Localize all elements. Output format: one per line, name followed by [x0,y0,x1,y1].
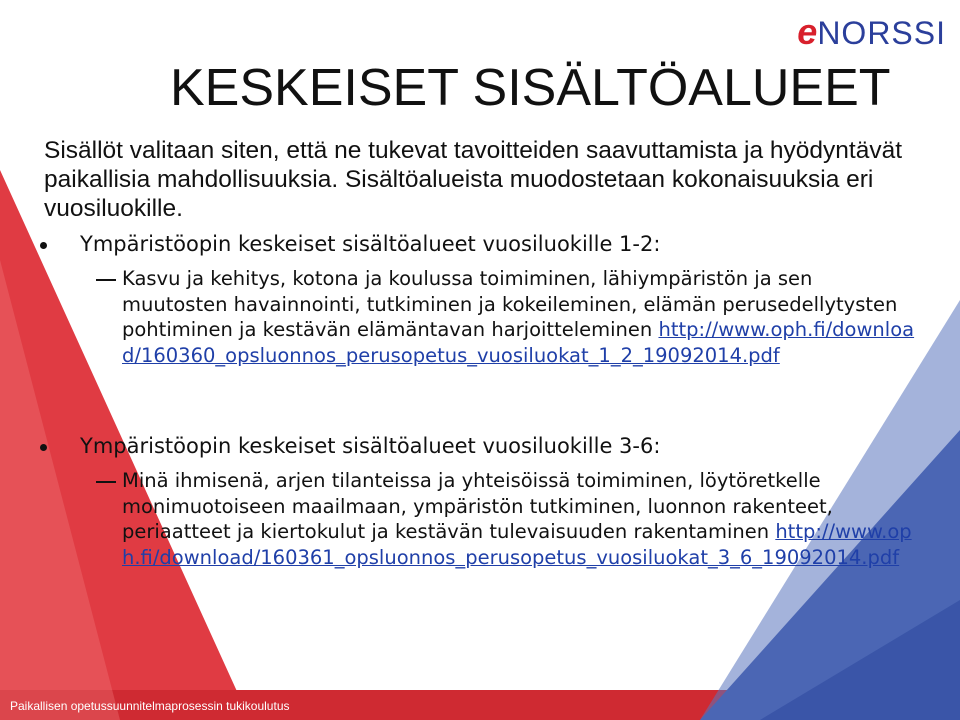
sub-item-2-link[interactable]: http://www.oph.fi/download/160361_opsluonnos_perusopetus_vuosiluokat_3_6_19092014.pdf [122,520,912,569]
bullet-2-heading: Ympäristöopin keskeiset sisältöalueet vuosiluokille 3-6: [80,434,661,458]
footer-text: Paikallisen opetussuunnitelmaprosessin tukikoulutus [10,699,290,713]
sub-item-1-text [122,266,922,368]
bullet-dot [40,444,47,451]
slide-title: KESKEISET SISÄLTÖALUEET [170,59,891,117]
logo-letter: e [797,11,818,52]
bullet-1-heading: Ympäristöopin keskeiset sisältöalueet vuosiluokille 1-2: [80,232,661,256]
sub-item-2-body: Minä ihmisenä, arjen tilanteissa ja yhteisöissä toimiminen, löytöretkelle monimuotoiseen maailmaan, ympäristön tutkiminen, luonnon rakenteet, periaatteet ja kiertokulut ja kestävän tulevaisuuden rakentaminen [122,469,833,543]
dash-marker [96,481,116,483]
sub-item-2-text [122,468,922,570]
bullet-dot [40,242,47,249]
enorssi-logo [797,11,946,52]
logo-text: NORSSI [817,15,946,51]
dash-marker [96,279,116,281]
intro-paragraph: Sisällöt valitaan siten, että ne tukevat tavoitteiden saavuttamista ja hyödyntävät paikallisia mahdollisuuksia. Sisältöalueista muodostetaan kokonaisuuksia eri vuosiluokille. [44,137,903,222]
sub-item-1-body: Kasvu ja kehitys, kotona ja koulussa toimiminen, lähiympäristön ja sen muutosten havainnointi, tutkiminen ja kokeileminen, elämän perusedellytysten pohtiminen ja kestävän elämäntavan harjoitteleminen [122,267,898,341]
sub-item-1-link[interactable]: http://www.oph.fi/download/160360_opsluonnos_perusopetus_vuosiluokat_1_2_19092014.pdf [122,318,915,367]
